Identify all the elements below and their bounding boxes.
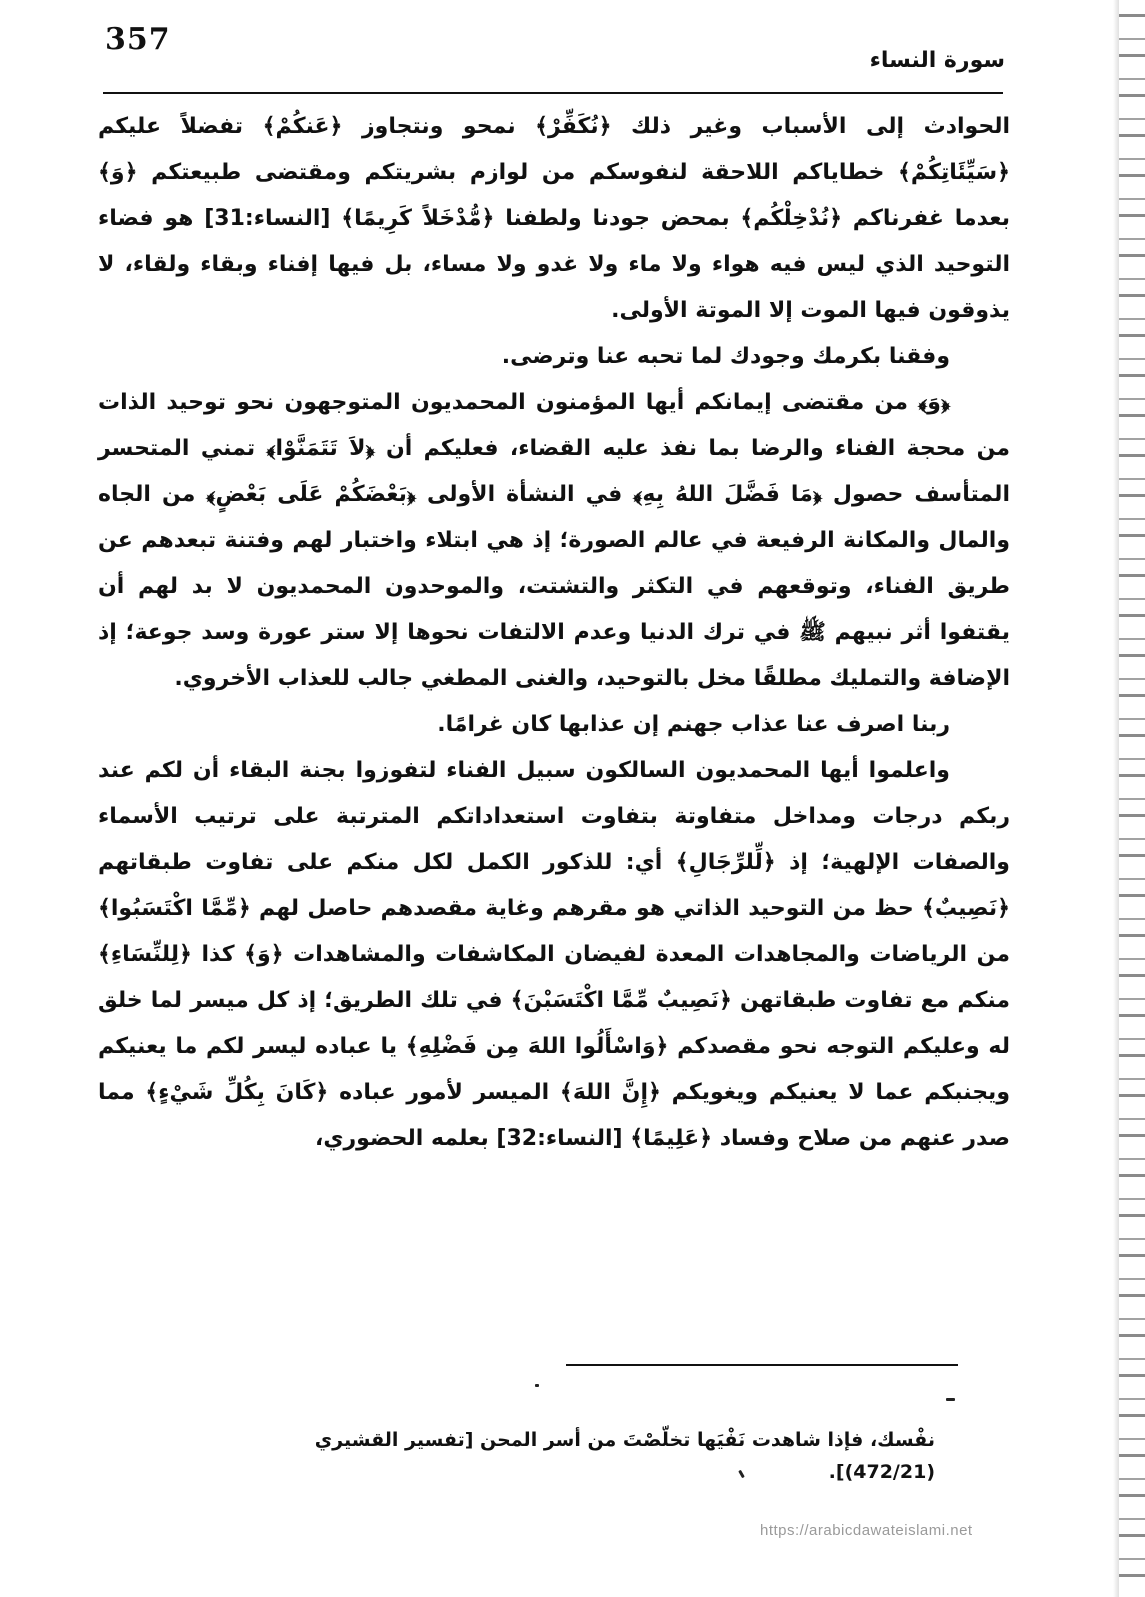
running-head-surah-title: سورة النساء: [869, 48, 1005, 73]
scan-speck: [535, 1384, 539, 1387]
header-rule: [103, 92, 1003, 94]
scan-edge-shadow: [1113, 0, 1119, 1597]
paragraph-1: الحوادث إلى الأسباب وغير ذلك ﴿نُكَفِّرْ﴾ نمحو ونتجاوز ﴿عَنكُمْ﴾ تفضلاً عليكم ﴿سَيِّئَاتِكُمْ﴾ خطاياكم اللاحقة لنفوسكم من لوازم بشريتكم ومقتضى طبيعتكم ﴿وَ﴾ بعدما غفرناكم ﴿نُدْخِلْكُم﴾ بمحض جودنا ولطفنا ﴿مُّدْخَلاً كَرِيمًا﴾ [النساء:31] هو فضاء التوحيد الذي ليس فيه هواء ولا ماء ولا غدو ولا مساء، بل فيها إفناء وبقاء ولقاء، لا يذوقون فيها الموت إلا الموتة الأولى.: [98, 114, 1010, 323]
main-text-block: [98, 104, 1010, 1304]
watermark-url: https://arabicdawateislami.net: [760, 1522, 973, 1539]
page-number: 357: [105, 22, 171, 57]
paragraph-3: ﴿وَ﴾ من مقتضى إيمانكم أيها المؤمنون المحمديون المتوجهون نحو توحيد الذات من محجة الفناء والرضا بما نفذ عليه القضاء، فعليكم أن ﴿لاَ تَتَمَنَّوْا﴾ تمني المتحسر المتأسف حصول ﴿مَا فَضَّلَ اللهُ بِهِ﴾ في النشأة الأولى ﴿بَعْضَكُمْ عَلَى بَعْضٍ﴾ من الجاه والمال والمكانة الرفيعة في عالم الصورة؛ إذ هي ابتلاء واختبار لهم وفتنة تبعدهم عن طريق الفناء، وتوقعهم في التكثر والتشتت، والموحدون المحمديون لا بد لهم أن يقتفوا أثر نبيهم ﷺ في ترك الدنيا وعدم الالتفات نحوها إلا ستر عورة وسد جوعة؛ إذ الإضافة والتمليك مطلقًا مخل بالتوحيد، والغنى المطغي جالب للعذاب الأخروي.: [98, 390, 1010, 691]
paragraph-4-supplication: ربنا اصرف عنا عذاب جهنم إن عذابها كان غرامًا.: [437, 712, 950, 737]
paragraph-5: واعلموا أيها المحمديون السالكون سبيل الفناء لتفوزوا بجنة البقاء أن لكم عند ربكم درجات ومداخل متفاوتة بتفاوت استعداداتكم المترتبة على ترتيب الأسماء والصفات الإلهية؛ إذ ﴿لِّلرِّجَالِ﴾ أي: للذكور الكمل لكل منكم على تفاوت طبقاتهم ﴿نَصِيبٌ﴾ حظ من التوحيد الذاتي هو مقرهم وغاية مقصدهم حاصل لهم ﴿مِّمَّا اكْتَسَبُوا﴾ من الرياضات والمجاهدات المعدة لفيضان المكاشفات والمشاهدات ﴿وَ﴾ كذا ﴿لِلنِّسَاءِ﴾ منكم مع تفاوت طبقاتهن ﴿نَصِيبٌ مِّمَّا اكْتَسَبْنَ﴾ في تلك الطريق؛ إذ كل ميسر لما خلق له وعليكم التوجه نحو مقصدكم ﴿وَاسْأَلُوا اللهَ مِن فَضْلِهِ﴾ يا عباده ليسر لكم ما يعنيكم ويجنبكم عما لا يعنيكم ويغويكم ﴿إِنَّ اللهَ﴾ الميسر لأمور عباده ﴿كَانَ بِكُلِّ شَيْءٍ﴾ مما صدر عنهم من صلاح وفساد ﴿عَلِيمًا﴾ [النساء:32] بعلمه الحضوري،: [98, 758, 1010, 1151]
footnote-text: نفْسك، فإذا شاهدت نَفْيَها تخلّصْتَ من أسر المحن [تفسير القشيري (472/21)].: [314, 1429, 935, 1483]
scan-speck: [946, 1398, 955, 1401]
footnote-rule: [566, 1364, 958, 1366]
paragraph-2-supplication: وفقنا بكرمك وجودك لما تحبه عنا وترضى.: [501, 344, 950, 369]
scan-binding-edge: [1119, 0, 1145, 1597]
